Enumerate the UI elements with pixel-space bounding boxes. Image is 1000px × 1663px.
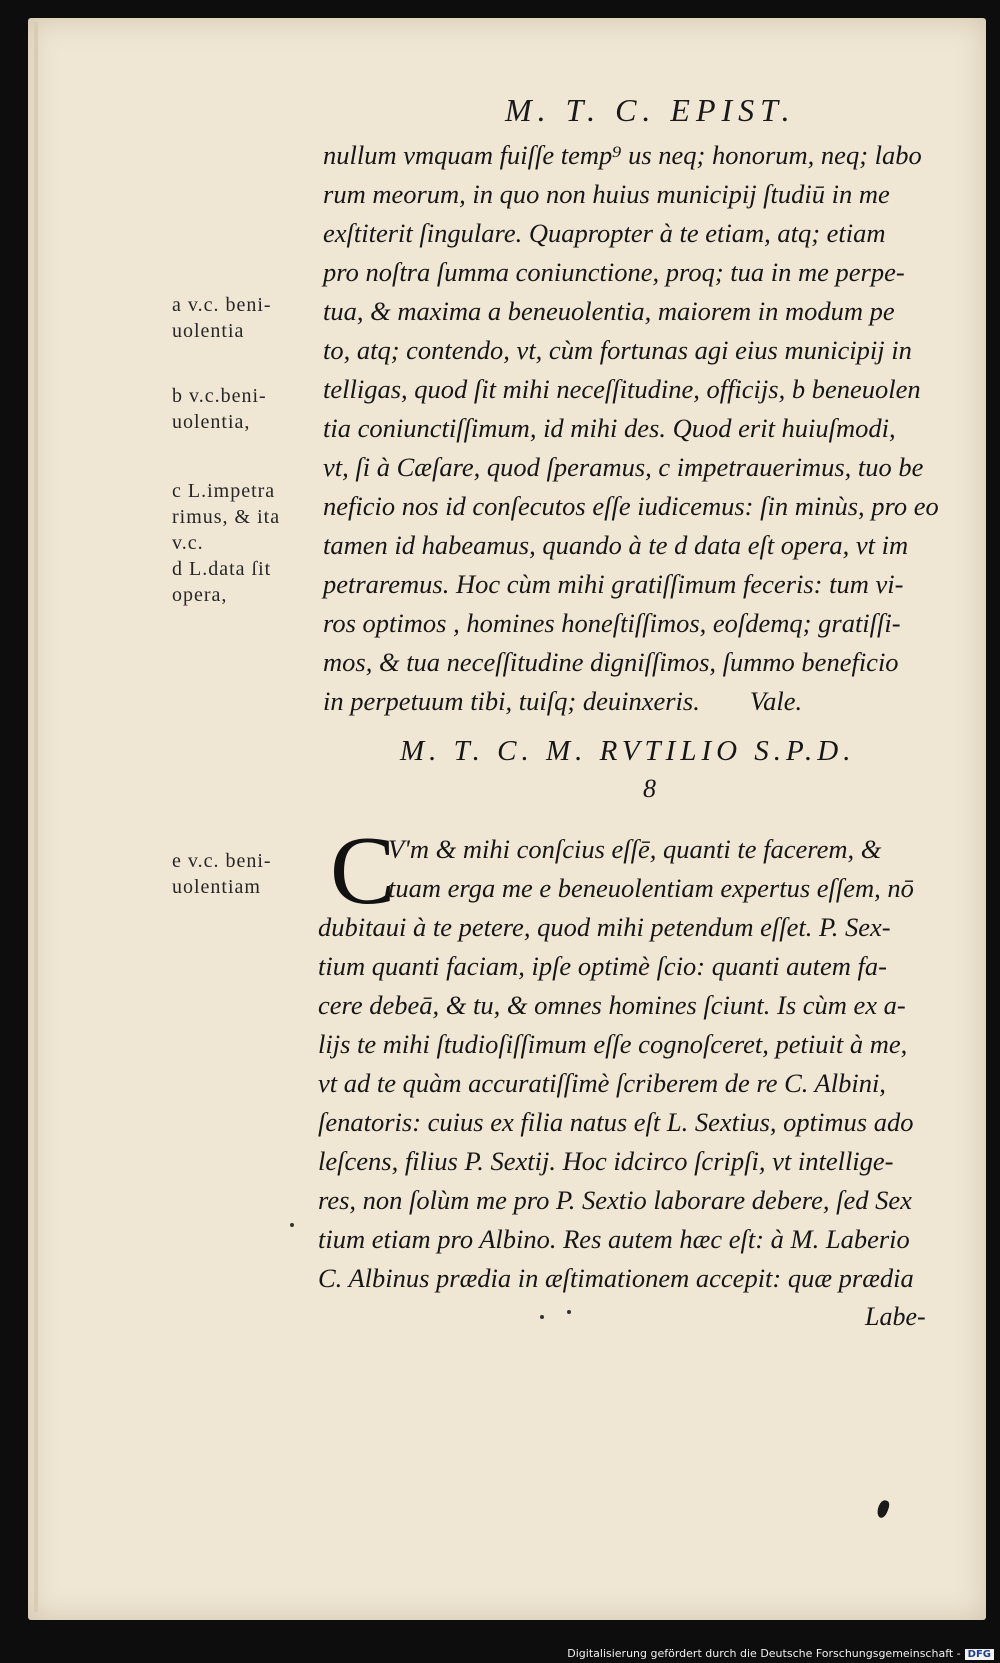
margin-note-line: uolentia, <box>172 411 251 433</box>
signoff: Vale. <box>749 686 803 716</box>
text-line: petraremus. Hoc cùm mihi gratiſſimum feceris: tum vi- <box>323 569 904 599</box>
page-gutter-edge <box>34 22 38 1612</box>
text-line: tua, & maxima a beneuolentia, maiorem in modum pe <box>323 296 895 326</box>
margin-note-line: b v.c.beni- <box>172 385 267 407</box>
text-line: tuam erga me e beneuolentiam expertus eſſem, nō <box>388 873 914 903</box>
drop-cap-initial: C <box>330 817 396 925</box>
letter-two-heading: M. T. C. M. RVTILIO S.P.D. <box>400 735 856 767</box>
text-line: leſcens, filius P. Sextij. Hoc idcirco ſcripſi, vt intellige- <box>318 1146 894 1176</box>
text-line: tia coniunctiſſimum, id mihi des. Quod erit huiuſmodi, <box>323 413 896 443</box>
margin-note-line: opera, <box>172 584 228 606</box>
text-line: res, non ſolùm me pro P. Sextio laborare debere, ſed Sex <box>318 1185 912 1215</box>
text-line: pro noſtra ſumma coniunctione, proq; tua in me perpe- <box>323 257 905 287</box>
margin-note-c <box>172 478 312 556</box>
margin-note-line: uolentia <box>172 320 245 342</box>
text-line: C. Albinus prædia in æſtimationem accepit: quæ prædia <box>318 1263 914 1293</box>
text-line: ſenatoris: cuius ex filia natus eſt L. Sextius, optimus ado <box>318 1107 914 1137</box>
text-line <box>323 682 983 721</box>
margin-note-e <box>172 848 312 900</box>
text-line: neficio nos id conſecutos eſſe iudicemus: ſin minùs, pro eo <box>323 491 939 521</box>
text-line: tium quanti faciam, ipſe optimè ſcio: quanti autem fa- <box>318 951 887 981</box>
paper-speck <box>290 1223 294 1227</box>
paper-speck <box>540 1315 544 1319</box>
text-line: cere debeā, & tu, & omnes homines ſciunt. Is cùm ex a- <box>318 990 906 1020</box>
text-line: tamen id habeamus, quando à te d data eſt opera, vt im <box>323 530 909 560</box>
margin-note-b <box>172 383 312 435</box>
paper-speck <box>567 1310 571 1314</box>
text-line: to, atq; contendo, vt, cùm fortunas agi eius municipij in <box>323 335 912 365</box>
running-head: M. T. C. EPIST. <box>505 92 796 128</box>
margin-note-line: uolentiam <box>172 876 261 898</box>
text-line: V'm & mihi conſcius eſſē, quanti te facerem, & <box>388 834 882 864</box>
closing-line: in perpetuum tibi, tuiſq; deuinxeris. <box>323 686 700 716</box>
letter-two-body <box>318 830 986 1298</box>
margin-note-line: rimus, & ita <box>172 506 281 528</box>
letter-one-body <box>323 136 983 721</box>
margin-note-line: v.c. <box>172 532 204 554</box>
margin-note-line: c L.impetra <box>172 480 276 502</box>
margin-note-line: e v.c. beni- <box>172 850 272 872</box>
text-line: rum meorum, in quo non huius municipij ſtudiū in me <box>323 179 890 209</box>
margin-note-d <box>172 556 312 608</box>
text-line: tium etiam pro Albino. Res autem hæc eſt: à M. Laberio <box>318 1224 910 1254</box>
credit-text: Digitalisierung gefördert durch die Deutsche Forschungsgemeinschaft - <box>567 1647 961 1660</box>
text-line: vt, ſi à Cæſare, quod ſperamus, c impetrauerimus, tuo be <box>323 452 924 482</box>
text-line: telligas, quod ſit mihi neceſſitudine, officijs, b beneuolen <box>323 374 921 404</box>
text-line: dubitaui à te petere, quod mihi petendum eſſet. P. Sex- <box>318 912 891 942</box>
margin-note-line: a v.c. beni- <box>172 294 272 316</box>
letter-number: 8 <box>643 774 656 803</box>
digitization-credit <box>567 1647 994 1660</box>
text-line: mos, & tua neceſſitudine digniſſimos, ſummo beneficio <box>323 647 899 677</box>
text-line: vt ad te quàm accuratiſſimè ſcriberem de re C. Albini, <box>318 1068 886 1098</box>
dfg-logo: DFG <box>965 1649 994 1660</box>
text-line: ros optimos , homines honeſtiſſimos, eoſdemq; gratiſſi- <box>323 608 901 638</box>
text-line: nullum vmquam fuiſſe temp⁹ us neq; honorum, neq; labo <box>323 140 922 170</box>
margin-note-a <box>172 292 312 344</box>
text-line: lijs te mihi ſtudioſiſſimum eſſe cognoſceret, petiuit à me, <box>318 1029 908 1059</box>
text-line: exſtiterit ſingulare. Quapropter à te etiam, atq; etiam <box>323 218 886 248</box>
margin-note-line: d L.data ſit <box>172 558 272 580</box>
catchword: Labe- <box>865 1302 926 1331</box>
